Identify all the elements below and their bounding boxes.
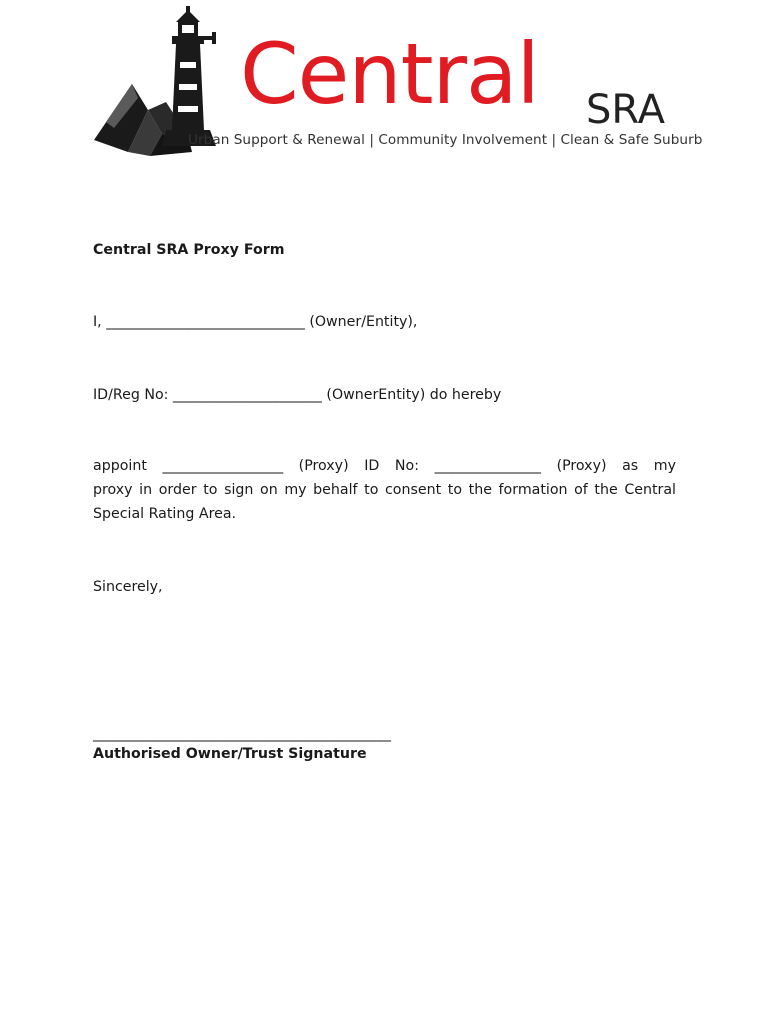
appointment-paragraph	[93, 454, 676, 526]
logo-wordmark: Central	[240, 25, 539, 123]
signature-line: __________________________________________	[93, 726, 391, 742]
central-sra-logo	[92, 6, 703, 156]
paragraph-line: appoint _________________ (Proxy) ID No: _______________ (Proxy) as my	[93, 458, 676, 474]
logo-tagline: Urban Support & Renewal | Community Involvement | Clean & Safe Suburb	[188, 132, 703, 148]
paragraph-line: Special Rating Area.	[93, 506, 237, 522]
logo-suffix: SRA	[586, 87, 665, 133]
form-title: Central SRA Proxy Form	[93, 242, 285, 258]
paragraph-line: proxy in order to sign on my behalf to consent to the formation of the Central	[93, 482, 676, 498]
owner-entity-field: I, ____________________________ (Owner/Entity),	[93, 314, 418, 330]
id-reg-field: ID/Reg No: _____________________ (OwnerEntity) do hereby	[93, 387, 502, 403]
closing-text: Sincerely,	[93, 579, 163, 595]
signature-label: Authorised Owner/Trust Signature	[93, 746, 367, 762]
